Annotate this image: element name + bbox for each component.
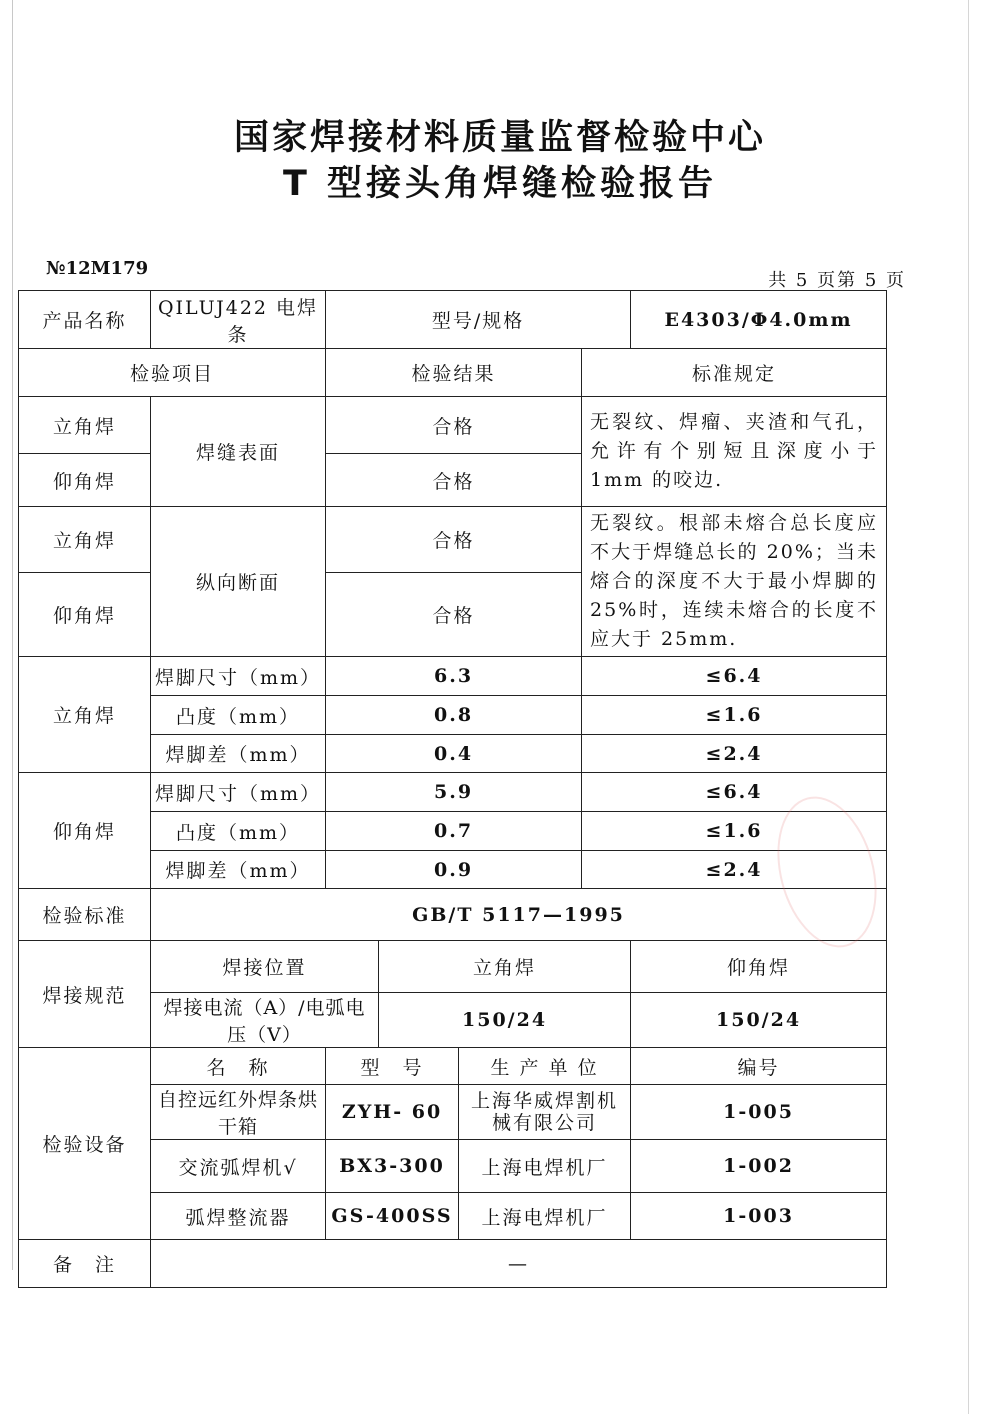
equipment-header-row: [19, 1048, 887, 1085]
product-name-label: 产品名称: [19, 291, 151, 349]
surface-standard: 无裂纹、焊瘤、夹渣和气孔，允许有个别短且深度小于 1mm 的咬边.: [582, 397, 887, 507]
section-row-1: [19, 507, 887, 573]
report-title-line2: T 型接头角焊缝检验报告: [282, 164, 718, 204]
section-pos-overhead: 仰角焊: [19, 572, 151, 656]
product-row: [19, 291, 887, 349]
vertical-row-1: [19, 657, 887, 696]
vertical-item-3: 焊脚差（mm）: [151, 735, 326, 773]
overhead-item-2: 凸度（mm）: [151, 812, 326, 851]
overhead-result-1: 5.9: [326, 773, 582, 812]
spec-row-1: [19, 941, 887, 993]
surface-row-1: [19, 397, 887, 454]
overhead-label: 仰角焊: [19, 773, 151, 889]
page-info: 共 5 页第 5 页: [768, 270, 906, 291]
vertical-result-1: 6.3: [326, 657, 582, 696]
col-header-item: 检验项目: [19, 349, 326, 397]
overhead-result-3: 0.9: [326, 851, 582, 889]
overhead-item-3: 焊脚差（mm）: [151, 851, 326, 889]
surface-result-vertical: 合格: [326, 397, 582, 454]
remarks-label: 备 注: [19, 1240, 151, 1288]
col-header-result: 检验结果: [326, 349, 582, 397]
section-result-vertical: 合格: [326, 507, 582, 573]
equipment-name-3: 弧焊整流器: [151, 1193, 326, 1240]
vertical-label: 立角焊: [19, 657, 151, 773]
equipment-code-2: 1-002: [631, 1140, 887, 1193]
spec-value-vertical: 150/24: [379, 993, 631, 1048]
equipment-label: 检验设备: [19, 1048, 151, 1240]
equipment-model-3: GS-400SS: [326, 1193, 459, 1240]
spec-position-label: 焊接位置: [151, 941, 379, 993]
overhead-standard-3: ≤2.4: [582, 851, 887, 889]
overhead-result-2: 0.7: [326, 812, 582, 851]
overhead-row-1: [19, 773, 887, 812]
section-item: 纵向断面: [151, 507, 326, 657]
vertical-standard-1: ≤6.4: [582, 657, 887, 696]
spec-value-overhead: 150/24: [631, 993, 887, 1048]
equipment-model-1: ZYH- 60: [326, 1085, 459, 1140]
equipment-code-1: 1-005: [631, 1085, 887, 1140]
overhead-standard-2: ≤1.6: [582, 812, 887, 851]
report-number: №12M179: [46, 258, 149, 279]
section-result-overhead: 合格: [326, 572, 582, 656]
report-title-line1: 国家焊接材料质量监督检验中心: [233, 118, 766, 158]
col-header-standard: 标准规定: [582, 349, 887, 397]
equipment-header-model: 型 号: [326, 1048, 459, 1085]
surface-pos-overhead: 仰角焊: [19, 454, 151, 507]
overhead-item-1: 焊脚尺寸（mm）: [151, 773, 326, 812]
column-header-row: [19, 349, 887, 397]
vertical-standard-3: ≤2.4: [582, 735, 887, 773]
equipment-maker-3: 上海电焊机厂: [459, 1193, 631, 1240]
section-pos-vertical: 立角焊: [19, 507, 151, 573]
equipment-header-name: 名 称: [151, 1048, 326, 1085]
vertical-result-3: 0.4: [326, 735, 582, 773]
spec-pos-vertical: 立角焊: [379, 941, 631, 993]
equipment-code-3: 1-003: [631, 1193, 887, 1240]
surface-item: 焊缝表面: [151, 397, 326, 507]
test-standard-row: [19, 889, 887, 941]
equipment-model-2: BX3-300: [326, 1140, 459, 1193]
surface-result-overhead: 合格: [326, 454, 582, 507]
spec-current-label: 焊接电流（A）/电弧电压（V）: [151, 993, 379, 1048]
section-standard: 无裂纹。根部未熔合总长度应不大于焊缝总长的 20%；当未熔合的深度不大于最小焊脚的 25%时，连续未熔合的长度不应大于 25mm.: [582, 507, 887, 657]
remarks-row: [19, 1240, 887, 1288]
inspection-table: [18, 290, 887, 1288]
spec-label: 焊接规范: [19, 941, 151, 1048]
product-name-value: QILUJ422 电焊条: [151, 291, 326, 349]
vertical-standard-2: ≤1.6: [582, 696, 887, 735]
equipment-header-code: 编号: [631, 1048, 887, 1085]
equipment-maker-2: 上海电焊机厂: [459, 1140, 631, 1193]
test-standard-label: 检验标准: [19, 889, 151, 941]
equipment-name-1: 自控远红外焊条烘干箱: [151, 1085, 326, 1140]
vertical-item-1: 焊脚尺寸（mm）: [151, 657, 326, 696]
equipment-name-2: 交流弧焊机√: [151, 1140, 326, 1193]
surface-pos-vertical: 立角焊: [19, 397, 151, 454]
equipment-header-maker: 生 产 单 位: [459, 1048, 631, 1085]
test-standard-value: GB/T 5117—1995: [151, 889, 887, 941]
scan-edge-right: [968, 0, 969, 1414]
spec-pos-overhead: 仰角焊: [631, 941, 887, 993]
vertical-result-2: 0.8: [326, 696, 582, 735]
vertical-item-2: 凸度（mm）: [151, 696, 326, 735]
equipment-maker-1: 上海华威焊割机械有限公司: [459, 1085, 631, 1140]
overhead-standard-1: ≤6.4: [582, 773, 887, 812]
model-label: 型号/规格: [326, 291, 631, 349]
model-value: E4303/Φ4.0mm: [631, 291, 887, 349]
remarks-value: —: [151, 1240, 887, 1288]
